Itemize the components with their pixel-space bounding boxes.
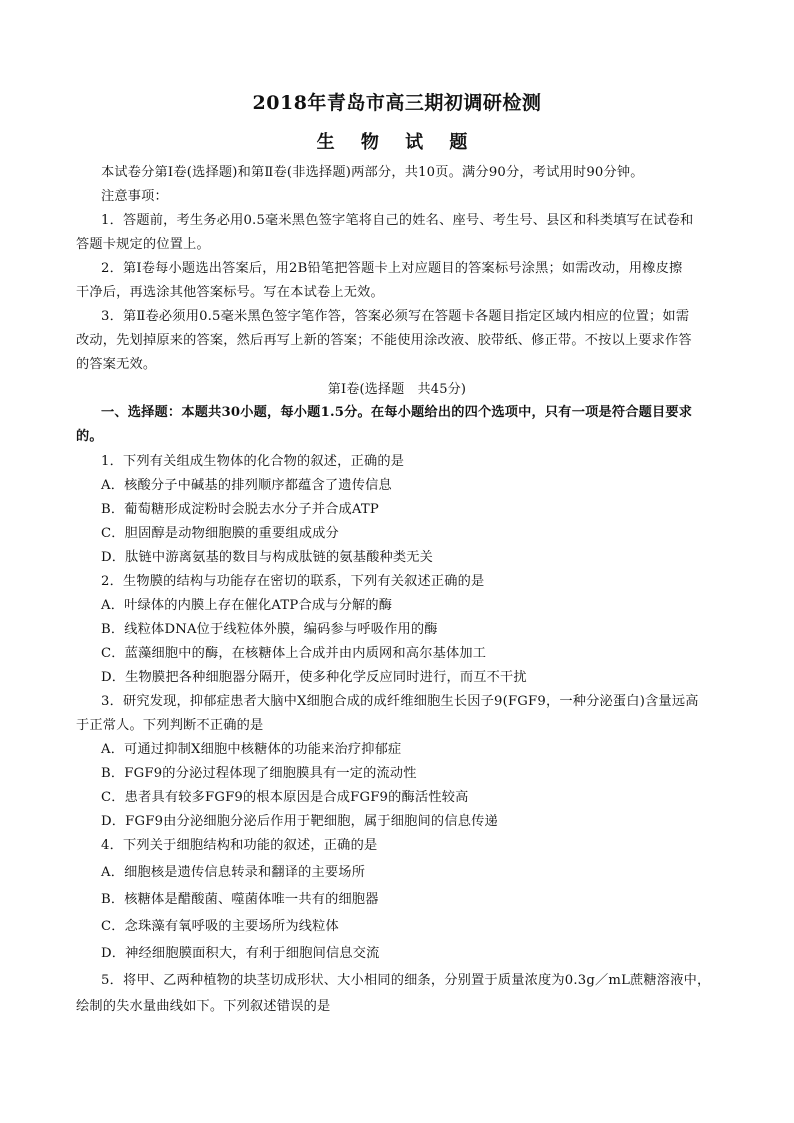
question-4-stem: 4．下列关于细胞结构和功能的叙述，正确的是 <box>101 838 378 853</box>
question-5-stem: 5．将甲、乙两种植物的块茎切成形状、大小相同的细条，分别置于质量浓度为0.3g／mL蔗糖溶液中， <box>101 973 711 988</box>
section-instructions: 一、选择题：本题共30小题，每小题1.5分。在每小题给出的四个选项中，只有一项是符合题目要求 <box>101 405 693 420</box>
note-3-end: 的答案无效。 <box>76 357 157 372</box>
question-1-option-c: C．胆固醇是动物细胞膜的重要组成成分 <box>101 526 339 541</box>
note-3-cont: 改动，先划掉原来的答案，然后再写上新的答案；不能使用涂改液、胶带纸、修正带。不按以上要求作答 <box>76 333 692 348</box>
note-1: 1．答题前，考生务必用0.5毫米黑色签字笔将自己的姓名、座号、考生号、县区和科类填写在试卷和 <box>101 213 694 228</box>
question-4-option-a: A．细胞核是遗传信息转录和翻译的主要场所 <box>101 865 366 880</box>
note-3: 3．第Ⅱ卷必须用0.5毫米黑色签字笔作答，答案必须写在答题卡各题目指定区域内相应的位置；如需 <box>101 309 690 324</box>
question-3-stem: 3．研究发现，抑郁症患者大脑中X细胞合成的成纤维细胞生长因子9(FGF9，一种分泌蛋白)含量远高 <box>101 694 699 709</box>
intro-line: 本试卷分第Ⅰ卷(选择题)和第Ⅱ卷(非选择题)两部分，共10页。满分90分，考试用时90分钟。 <box>101 165 644 180</box>
question-3-stem-cont: 于正常人。下列判断不正确的是 <box>76 718 264 733</box>
question-4-option-c: C．念珠藻有氧呼吸的主要场所为线粒体 <box>101 919 339 934</box>
question-2-option-b: B．线粒体DNA位于线粒体外膜，编码参与呼吸作用的酶 <box>101 622 438 637</box>
question-3-option-b: B．FGF9的分泌过程体现了细胞膜具有一定的流动性 <box>101 766 417 781</box>
question-3-option-a: A．可通过抑制X细胞中核糖体的功能来治疗抑郁症 <box>101 742 402 757</box>
question-4-option-d: D．神经细胞膜面积大，有利于细胞间信息交流 <box>101 946 380 961</box>
question-2-option-c: C．蓝藻细胞中的酶，在核糖体上合成并由内质网和高尔基体加工 <box>101 646 487 661</box>
question-1-option-b: B．葡萄糖形成淀粉时会脱去水分子并合成ATP <box>101 502 379 517</box>
question-1-stem: 1．下列有关组成生物体的化合物的叙述，正确的是 <box>101 454 405 469</box>
note-2-cont: 干净后，再选涂其他答案标号。写在本试卷上无效。 <box>76 285 384 300</box>
page-title: 2018年青岛市高三期初调研检测 <box>252 92 542 114</box>
question-2-stem: 2．生物膜的结构与功能存在密切的联系，下列有关叙述正确的是 <box>101 574 485 589</box>
notes-heading: 注意事项： <box>101 189 168 204</box>
section-heading: 第Ⅰ卷(选择题 共45分) <box>327 382 467 397</box>
section-instructions-cont: 的。 <box>76 429 103 444</box>
question-2-option-a: A．叶绿体的内膜上存在催化ATP合成与分解的酶 <box>101 598 393 613</box>
question-3-option-c: C．患者具有较多FGF9的根本原因是合成FGF9的酶活性较高 <box>101 790 469 805</box>
question-1-option-d: D．肽链中游离氨基的数目与构成肽链的氨基酸种类无关 <box>101 550 434 565</box>
question-4-option-b: B．核糖体是醋酸菌、噬菌体唯一共有的细胞器 <box>101 892 379 907</box>
question-5-stem-cont: 绘制的失水量曲线如下。下列叙述错误的是 <box>76 999 331 1014</box>
question-3-option-d: D．FGF9由分泌细胞分泌后作用于靶细胞，属于细胞间的信息传递 <box>101 814 498 829</box>
page-subtitle: 生 物 试 题 <box>316 132 478 153</box>
note-2: 2．第Ⅰ卷每小题选出答案后，用2B铅笔把答题卡上对应题目的答案标号涂黑；如需改动，用橡皮擦 <box>101 261 683 276</box>
note-1-cont: 答题卡规定的位置上。 <box>76 237 210 252</box>
question-1-option-a: A．核酸分子中碱基的排列顺序都蕴含了遗传信息 <box>101 478 392 493</box>
question-2-option-d: D．生物膜把各种细胞器分隔开，使多种化学反应同时进行，而互不干扰 <box>101 670 527 685</box>
